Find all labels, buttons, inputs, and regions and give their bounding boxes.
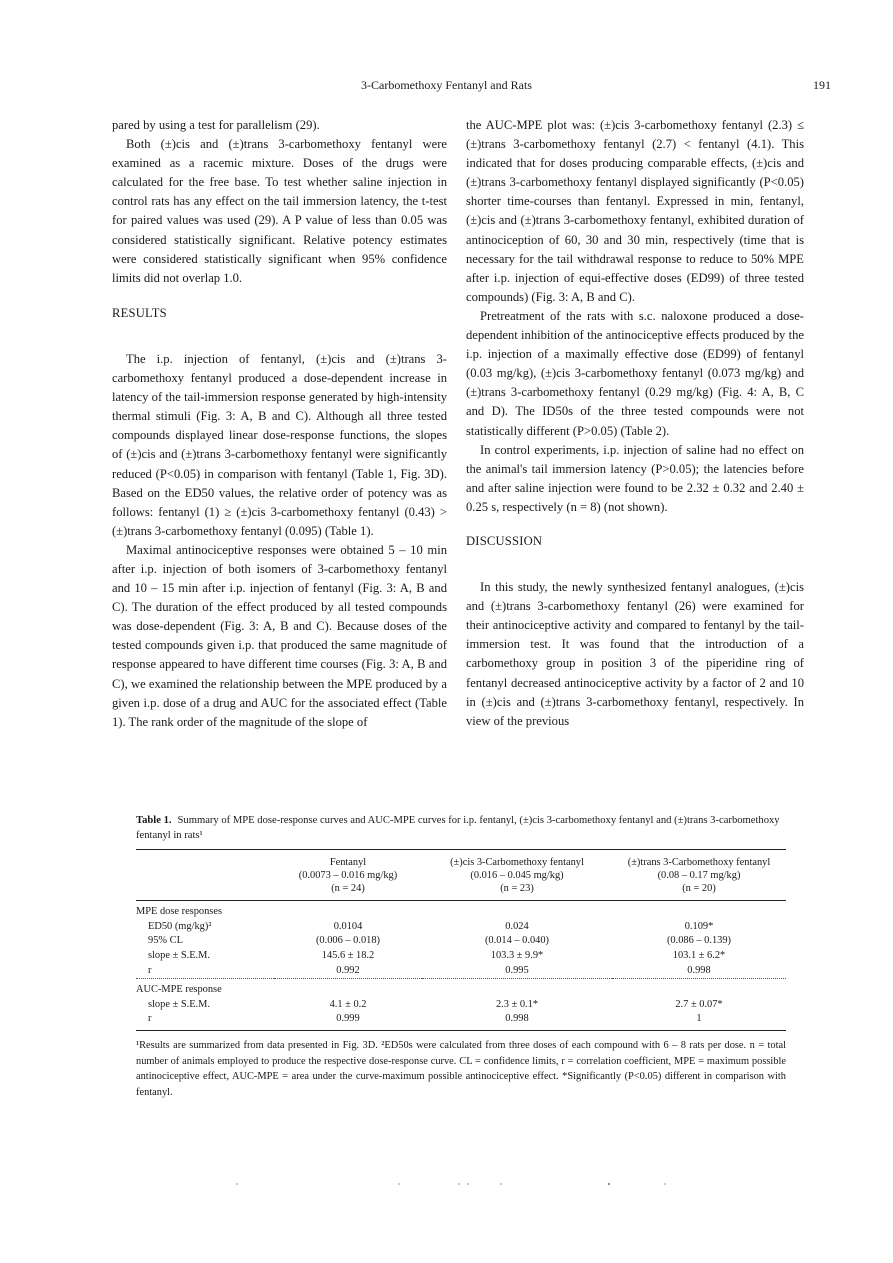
- paragraph-methods-stats: Both (±)cis and (±)trans 3-carbomethoxy fentanyl were examined as a racemic mixture. Doses of the drugs were calculated for the free base. To test whether saline injection in control rats has any effect on the tail immersion latency, the t-test for paired values was used (29). A P value of less than 0.05 was considered statistically significant. Relative potency estimates were considered statistically significant when 95% confidence limits did not overlap 1.0.: [112, 137, 447, 285]
- table-footnote: ¹Results are summarized from data presented in Fig. 3D. ²ED50s were calculated from three doses of each compound with 6 – 8 rats per dose. n = total number of animals employed to produce the respective dose-response curve. CL = confidence limits, r = correlation coefficient, MPE = maximum possible antinociceptive effect, AUC-MPE = area under the curve-maximum possible antinociceptive effect. *Significantly (P<0.05) different in comparison with fentanyl.: [136, 1040, 786, 1098]
- row-label: slope ± S.E.M.: [148, 950, 210, 962]
- table-group-row: [136, 900, 786, 919]
- table-cell: 2.3 ± 0.1*: [495, 998, 539, 1010]
- group-label-mpe: MPE dose responses: [136, 906, 223, 918]
- table-cell: 0.999: [274, 1012, 422, 1031]
- table-row: [136, 997, 786, 1012]
- paragraph-results-4: Pretreatment of the rats with s.c. naloxone produced a dose-dependent inhibition of the antinociceptive effects produced by the i.p. injection of a maximally effective dose (ED99) of fentanyl (0.03 mg/kg), (±)cis 3-carbomethoxy fentanyl (0.073 mg/kg) and (±)trans 3-carbomethoxy fentanyl (0.29 mg/kg) (Fig. 4: A, B, C and D). The ID50s of the three tested compounds were not statistically different (P>0.05) (Table 2).: [466, 308, 804, 438]
- table-caption: [136, 813, 786, 843]
- paragraph-discussion-1: In this study, the newly synthesized fentanyl analogues, (±)cis and (±)trans 3-carbomethoxy fentanyl (26) were examined for their antinociceptive activity and compared to fentanyl by the tail-immersion test. It was found that the introduction of a carbomethoxy group in position 3 of the piperidine ring of fentanyl decreased antinociceptive activity by a factor of 2 and 10 in (±)cis and (±)trans 3-carbomethoxy fentanyl, respectively. In view of the previous: [466, 580, 804, 728]
- table-row: [136, 934, 786, 949]
- table-cell: 1: [612, 1012, 786, 1031]
- table-1: [136, 813, 786, 1100]
- table-caption-text: Summary of MPE dose-response curves and AUC-MPE curves for i.p. fentanyl, (±)cis 3-carbomethoxy fentanyl and (±)trans 3-carbomethoxy fentanyl in rats¹: [136, 815, 780, 841]
- table-cell: 4.1 ± 0.2: [329, 998, 367, 1010]
- paragraph-results-2: Maximal antinociceptive responses were obtained 5 – 10 min after i.p. injection of both isomers of 3-carbomethoxy fentanyl and 10 – 15 min after i.p. injection of fentanyl (Fig. 3: A, B and C). The duration of the effect produced by all tested compounds was dose-dependent (Fig. 3: A, B and C). Because doses of the tested compounds given i.p. that produced the same magnitude of response appeared to have different time courses (Fig. 3: A, B and C), we examined the relationship between the MPE produced by a given i.p. dose of a drug and AUC for the associated effect (Table 1). The rank order of the magnitude of the slope of: [112, 542, 447, 729]
- group-label-auc: AUC-MPE response: [136, 978, 786, 997]
- table-cell: 145.6 ± 18.2: [321, 950, 375, 962]
- table-row: [136, 1012, 786, 1031]
- paragraph-results-3: the AUC-MPE plot was: (±)cis 3-carbomethoxy fentanyl (2.3) ≤ (±)trans 3-carbomethoxy fentanyl (2.7) < fentanyl (4.1). This indicated that for doses producing comparable effects, (±)cis and (±)trans 3-carbomethoxy fentanyl displayed significantly (P<0.05) shorter time-courses than fentanyl. Expressed in min, fentanyl, (±)cis and (±)trans 3-carbomethoxy fentanyl, exhibited duration of antinociception of 60, 30 and 30 min, respectively (time that is necessary for the tail withdrawal response to reduce to 50% MPE after i.p. injection of equi-effective doses (ED99) of three tested compounds) (Fig. 3: A, B and C).: [466, 118, 804, 304]
- table-row: [136, 963, 786, 978]
- left-column: [112, 116, 447, 732]
- row-label: 95% CL: [148, 935, 183, 947]
- section-heading-results: RESULTS: [112, 305, 167, 320]
- table-cell: 2.7 ± 0.07*: [675, 998, 723, 1010]
- table-group-row: [136, 978, 786, 997]
- table-cell: 0.0104: [333, 920, 363, 932]
- row-label: r: [148, 964, 152, 976]
- page-number: 191: [813, 78, 831, 92]
- table-row: [136, 919, 786, 934]
- table-corner-cell: [136, 850, 274, 901]
- paragraph-results-1: The i.p. injection of fentanyl, (±)cis and (±)trans 3-carbomethoxy fentanyl produced a dose-dependent increase in latency of the tail-immersion response generated by high-intensity thermal stimuli (Fig. 3: A, B and C). Although all three tested compounds displayed linear dose-response functions, the slopes of (±)cis and (±)trans 3-carbomethoxy fentanyl were significantly reduced (P<0.05) in comparison with fentanyl (Table 1, Fig. 3D). Based on the ED50 values, the relative order of potency was as follows: fentanyl (1) ≥ (±)cis 3-carbomethoxy fentanyl (0.43) > (±)trans 3-carbomethoxy fentanyl (0.095) (Table 1).: [112, 351, 447, 538]
- row-label: r: [136, 1012, 274, 1031]
- table-cell: 0.998: [422, 1012, 612, 1031]
- table-cell: 0.992: [336, 964, 360, 976]
- table-cell: 103.3 ± 9.9*: [490, 950, 544, 962]
- running-title: 3-Carbomethoxy Fentanyl and Rats: [361, 78, 532, 92]
- table-row: [136, 948, 786, 963]
- table-cell: 0.024: [505, 920, 529, 932]
- table-cell: 103.1 ± 6.2*: [672, 950, 726, 962]
- table-cell: (0.086 – 0.139): [666, 935, 732, 947]
- column-header-cis: (±)cis 3-Carbomethoxy fentanyl (0.016 – 0.045 mg/kg) (n = 23): [422, 850, 612, 901]
- summary-table: [136, 849, 786, 1031]
- paragraph-results-5: In control experiments, i.p. injection of saline had no effect on the animal's tail immersion latency (P>0.05); the latencies before and after saline injection were found to be 2.32 ± 0.32 and 2.40 ± 0.25 s, respectively (n = 8) (not shown).: [466, 442, 804, 514]
- section-heading-discussion: DISCUSSION: [466, 533, 543, 548]
- right-column: [466, 116, 804, 731]
- paragraph-methods-end: pared by using a test for parallelism (29).: [112, 118, 320, 132]
- table-header-row: [136, 850, 786, 901]
- table-label: Table 1.: [136, 815, 172, 826]
- table-cell: 0.998: [687, 964, 711, 976]
- table-cell: (0.014 – 0.040): [484, 935, 550, 947]
- table-cell: (0.006 – 0.018): [315, 935, 381, 947]
- column-header-fentanyl: Fentanyl (0.0073 – 0.016 mg/kg) (n = 24): [274, 850, 422, 901]
- row-label: ED50 (mg/kg)²: [148, 920, 212, 932]
- table-cell: 0.995: [505, 964, 529, 976]
- column-header-trans: (±)trans 3-Carbomethoxy fentanyl (0.08 – 0.17 mg/kg) (n = 20): [612, 850, 786, 901]
- row-label: slope ± S.E.M.: [148, 998, 210, 1010]
- running-header: [0, 78, 893, 94]
- table-cell: 0.109*: [684, 920, 714, 932]
